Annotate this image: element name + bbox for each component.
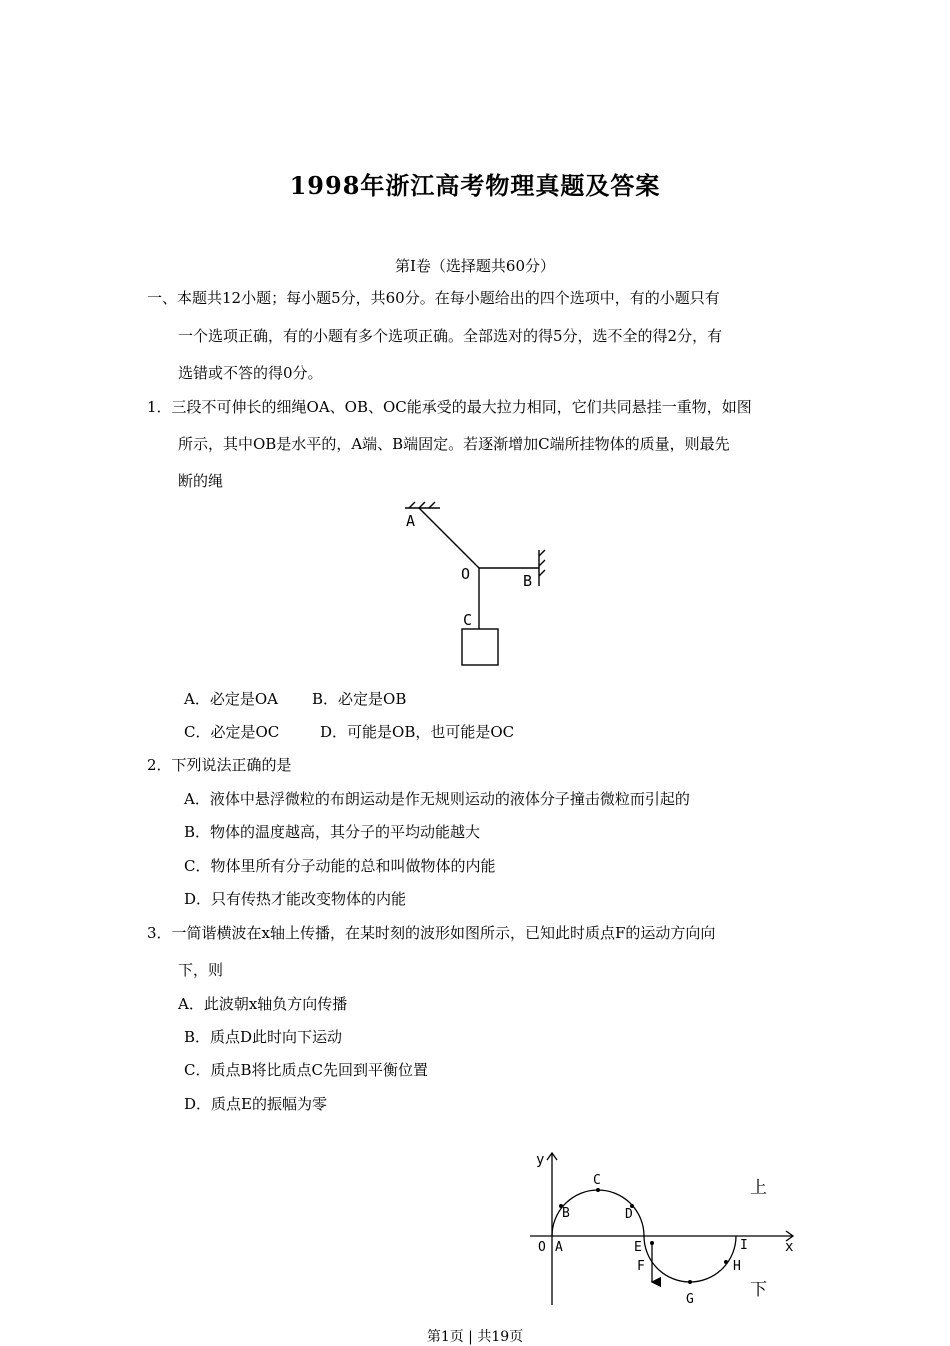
up-label: 上 — [750, 1178, 767, 1198]
origin-label: O — [538, 1240, 546, 1255]
rope-diagram — [395, 500, 565, 675]
wave-diagram — [520, 1145, 810, 1315]
point-e-label: E — [634, 1240, 642, 1255]
page-footer: 第1页 | 共19页 — [426, 1329, 524, 1345]
point-a-label: A — [555, 1240, 563, 1255]
q1-stem-line-2: 所示，其中OB是水平的，A端、B端固定。若逐渐增加C端所挂物体的质量，则最先 — [178, 435, 730, 453]
point-d-label: D — [625, 1207, 633, 1222]
q3-option-b: B．质点D此时向下运动 — [184, 1028, 343, 1046]
instruction-line-1: 一、本题共12小题；每小题5分，共60分。在每小题给出的四个选项中，有的小题只有 — [147, 289, 720, 307]
point-b-label: B — [523, 572, 533, 590]
q2-option-b: B．物体的温度越高，其分子的平均动能越大 — [184, 823, 481, 841]
point-o-label: O — [461, 565, 471, 583]
point-f-label: F — [637, 1259, 645, 1274]
instruction-line-2: 一个选项正确，有的小题有多个选项正确。全部选对的得5分，选不全的得2分，有 — [178, 327, 723, 345]
q1-option-b: B．必定是OB — [312, 690, 407, 708]
q1-option-d: D．可能是OB，也可能是OC — [320, 723, 515, 741]
point-b-label: B — [562, 1206, 570, 1221]
instruction-line-3: 选错或不答的得0分。 — [178, 364, 323, 382]
q1-option-c: C．必定是OC — [184, 723, 280, 741]
q2-option-a: A．液体中悬浮微粒的布朗运动是作无规则运动的液体分子撞击微粒而引起的 — [184, 790, 690, 808]
point-h-label: H — [733, 1259, 741, 1274]
point-c-label: C — [463, 611, 473, 629]
q3-option-d: D．质点E的振幅为零 — [184, 1095, 327, 1113]
q3-stem-line-2: 下，则 — [178, 961, 224, 979]
section-heading: 第I卷（选择题共60分） — [394, 257, 555, 275]
q2-option-c: C．物体里所有分子动能的总和叫做物体的内能 — [184, 857, 496, 875]
x-axis-label: x — [785, 1239, 794, 1255]
q3-stem-line-1: 3．一简谐横波在x轴上传播，在某时刻的波形如图所示，已知此时质点F的运动方向向 — [147, 924, 716, 942]
document-title: 1998年浙江高考物理真题及答案 — [289, 171, 661, 200]
point-g-label: G — [686, 1292, 694, 1307]
down-label: 下 — [750, 1280, 767, 1300]
point-a-label: A — [406, 512, 416, 530]
q3-option-c: C．质点B将比质点C先回到平衡位置 — [184, 1061, 428, 1079]
q2-stem: 2．下列说法正确的是 — [147, 756, 292, 774]
q1-stem-line-3: 断的绳 — [178, 472, 224, 490]
point-i-label: I — [740, 1238, 748, 1253]
point-c-label: C — [593, 1173, 601, 1188]
q1-stem-line-1: 1．三段不可伸长的细绳OA、OB、OC能承受的最大拉力相同，它们共同悬挂一重物，如图 — [147, 398, 752, 416]
q3-option-a: A．此波朝x轴负方向传播 — [178, 995, 348, 1013]
q2-option-d: D．只有传热才能改变物体的内能 — [184, 890, 407, 908]
y-axis-label: y — [536, 1152, 545, 1168]
q1-option-a: A．必定是OA — [184, 690, 278, 708]
